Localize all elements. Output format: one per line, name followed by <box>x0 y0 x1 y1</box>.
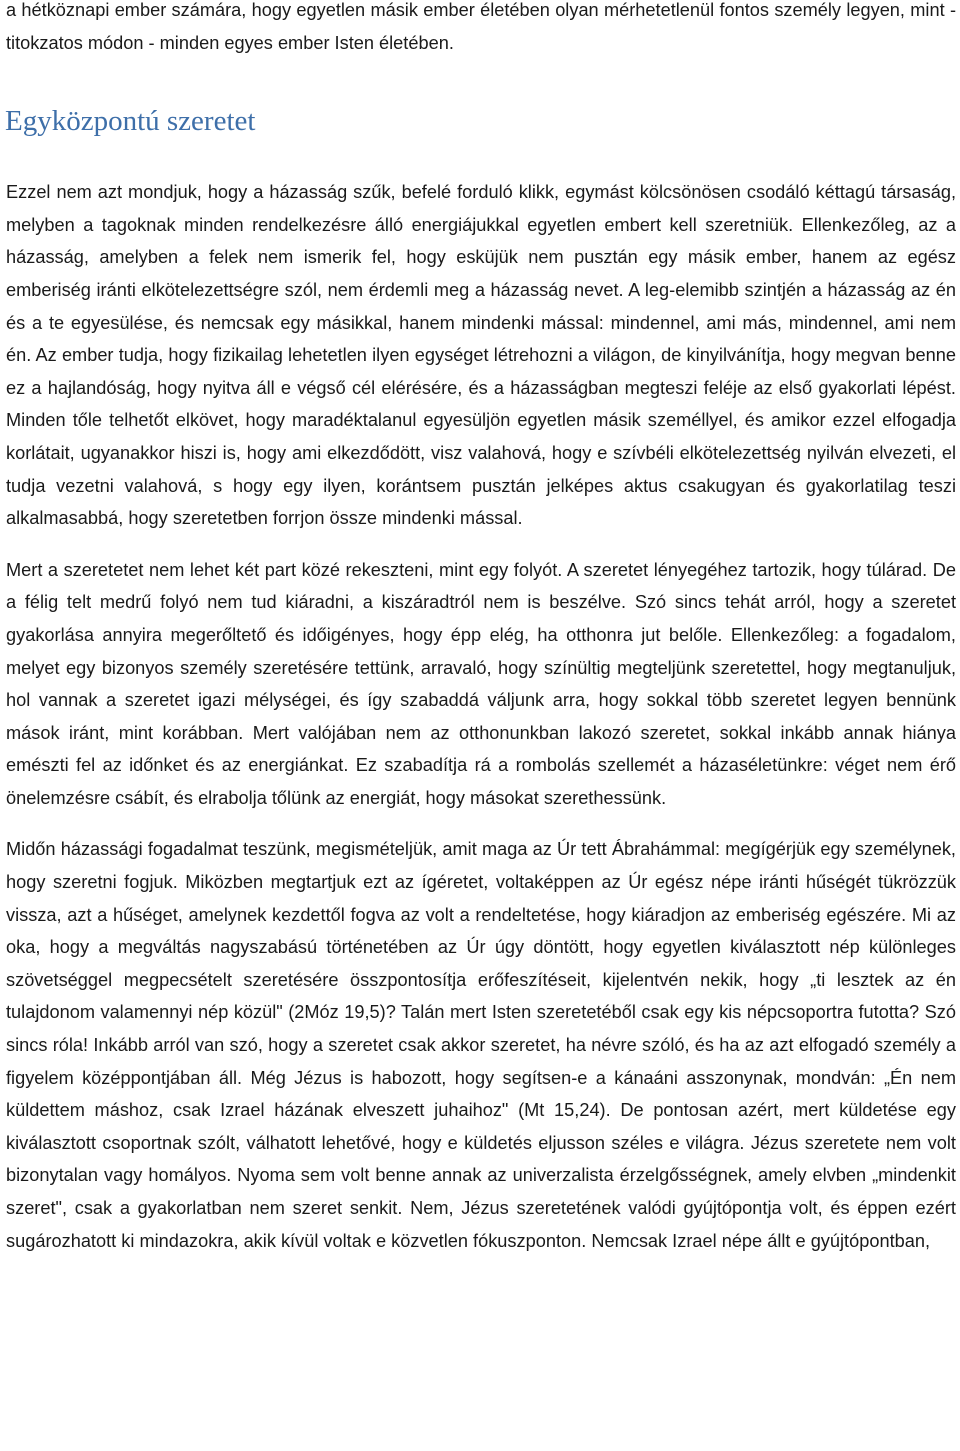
intro-paragraph: a hétköznapi ember számára, hogy egyetlen másik ember életében olyan mérhetetlenül fontos személy legyen, mint - titokzatos módon - minden egyes ember Isten életében. <box>6 0 956 53</box>
section-heading: Egyközpontú szeretet <box>5 105 256 138</box>
body-paragraph-1: Ezzel nem azt mondjuk, hogy a házasság szűk, befelé forduló klikk, egymást kölcsönösen csodáló kéttagú társaság, melyben a tagoknak minden rendelkezésre álló energiájukkal egyetlen embert kell szeretniük. Ellenkezőleg, az a házasság, amelyben a felek nem ismerik fel, hogy esküjük nem pusztán egy másik ember, hanem az egész emberiség iránti elkötelezettségre szól, nem érdemli meg a házasság nevet. A leg-elemibb szintjén a házasság az én és a te egyesülése, és nemcsak egy másikkal, hanem mindenki mással: mindennel, ami más, mindennel, ami nem én. Az ember tudja, hogy fizikailag lehetetlen ilyen egységet létrehozni a világon, de kinyilvánítja, hogy megvan benne ez a hajlandóság, hogy nyitva áll e végső cél elérésére, és a házasságban megteszi feléje az első gyakorlati lépést. Minden tőle telhetőt elkövet, hogy maradéktalanul egyesüljön egyetlen másik személlyel, és amikor ezzel elfogadja korlátait, ugyanakkor hiszi is, hogy ami elkezdődött, visz valahová, hogy e szívbéli elkötelezettség nyilván elvezeti, el tudja vezetni valahová, s hogy egy ilyen, korántsem pusztán jelképes aktus csakugyan és gyakorlatilag teszi alkalmasabbá, hogy szeretetben forrjon össze mindenki mással. <box>6 182 956 529</box>
body-paragraph-3: Midőn házassági fogadalmat teszünk, megismételjük, amit maga az Úr tett Ábrahámmal: megígérjük egy személynek, hogy szeretni fogjuk. Miközben megtartjuk ezt az ígéretet, voltaképpen az Úr egész népe iránti hűségét tükrözzük vissza, azt a hűséget, amelynek kezdettől fogva az volt a rendeltetése, hogy kiáradjon az emberiség egészére. Mi az oka, hogy a megváltás nagyszabású történetében az Úr úgy döntött, hogy egyetlen kiválasztott nép különleges szövetséggel megpecsételt szeretésére összpontosítja erőfeszítéseit, kijelentvén nekik, hogy „ti lesztek az én tulajdonom valamennyi nép közül" (2Móz 19,5)? Talán mert Isten szeretetéből csak egy kis népcsoportra futotta? Szó sincs róla! Inkább arról van szó, hogy a szeretet csak akkor szeretet, ha névre szóló, és ha az azt elfogadó személy a figyelem középpontjában áll. Még Jézus is habozott, hogy segítsen-e a kánaáni asszonynak, mondván: „Én nem küldettem máshoz, csak Izrael házának elveszett juhaihoz" (Mt 15,24). De pontosan azért, mert küldetése egy kiválasztott csoportnak szólt, válhatott lehetővé, hogy e küldetés eljusson széles e világra. Jézus szeretete nem volt bizonytalan vagy homályos. Nyoma sem volt benne annak az univerzalista érzelgősségnek, amely elvben „mindenkit szeret", csak a gyakorlatban nem szeret senkit. Nem, Jézus szeretetének valódi gyújtópontja volt, és éppen ezért sugározhatott ki mindazokra, akik kívül voltak e közvetlen fókuszponton. Nemcsak Izrael népe állt e gyújtópontban, <box>6 839 956 1251</box>
body-paragraph-2: Mert a szeretetet nem lehet két part közé rekeszteni, mint egy folyót. A szeretet lényegéhez tartozik, hogy túlárad. De a félig telt medrű folyó nem tud kiáradni, a kiszáradtról nem is beszélve. Szó sincs tehát arról, hogy a szeretet gyakorlása annyira megerőltető és időigényes, hogy épp elég, ha otthonra jut belőle. Ellenkezőleg: a fogadalom, melyet egy bizonyos személy szeretésére tettünk, arravaló, hogy színültig megteljünk szeretettel, hogy megtanuljuk, hol vannak a szeretet igazi mélységei, és így szabaddá váljunk arra, hogy sokkal több szeretet legyen bennünk mások iránt, mint korábban. Mert valójában nem az otthonunkban lakozó szeretet, sokkal inkább annak hiánya emészti fel az időnket és az energiánkat. Ez szabadítja rá a rombolás szellemét a házaséletünkre: véget nem érő önelemzésre csábít, és elrabolja tőlünk az energiát, hogy másokat szerethessünk. <box>6 559 956 808</box>
